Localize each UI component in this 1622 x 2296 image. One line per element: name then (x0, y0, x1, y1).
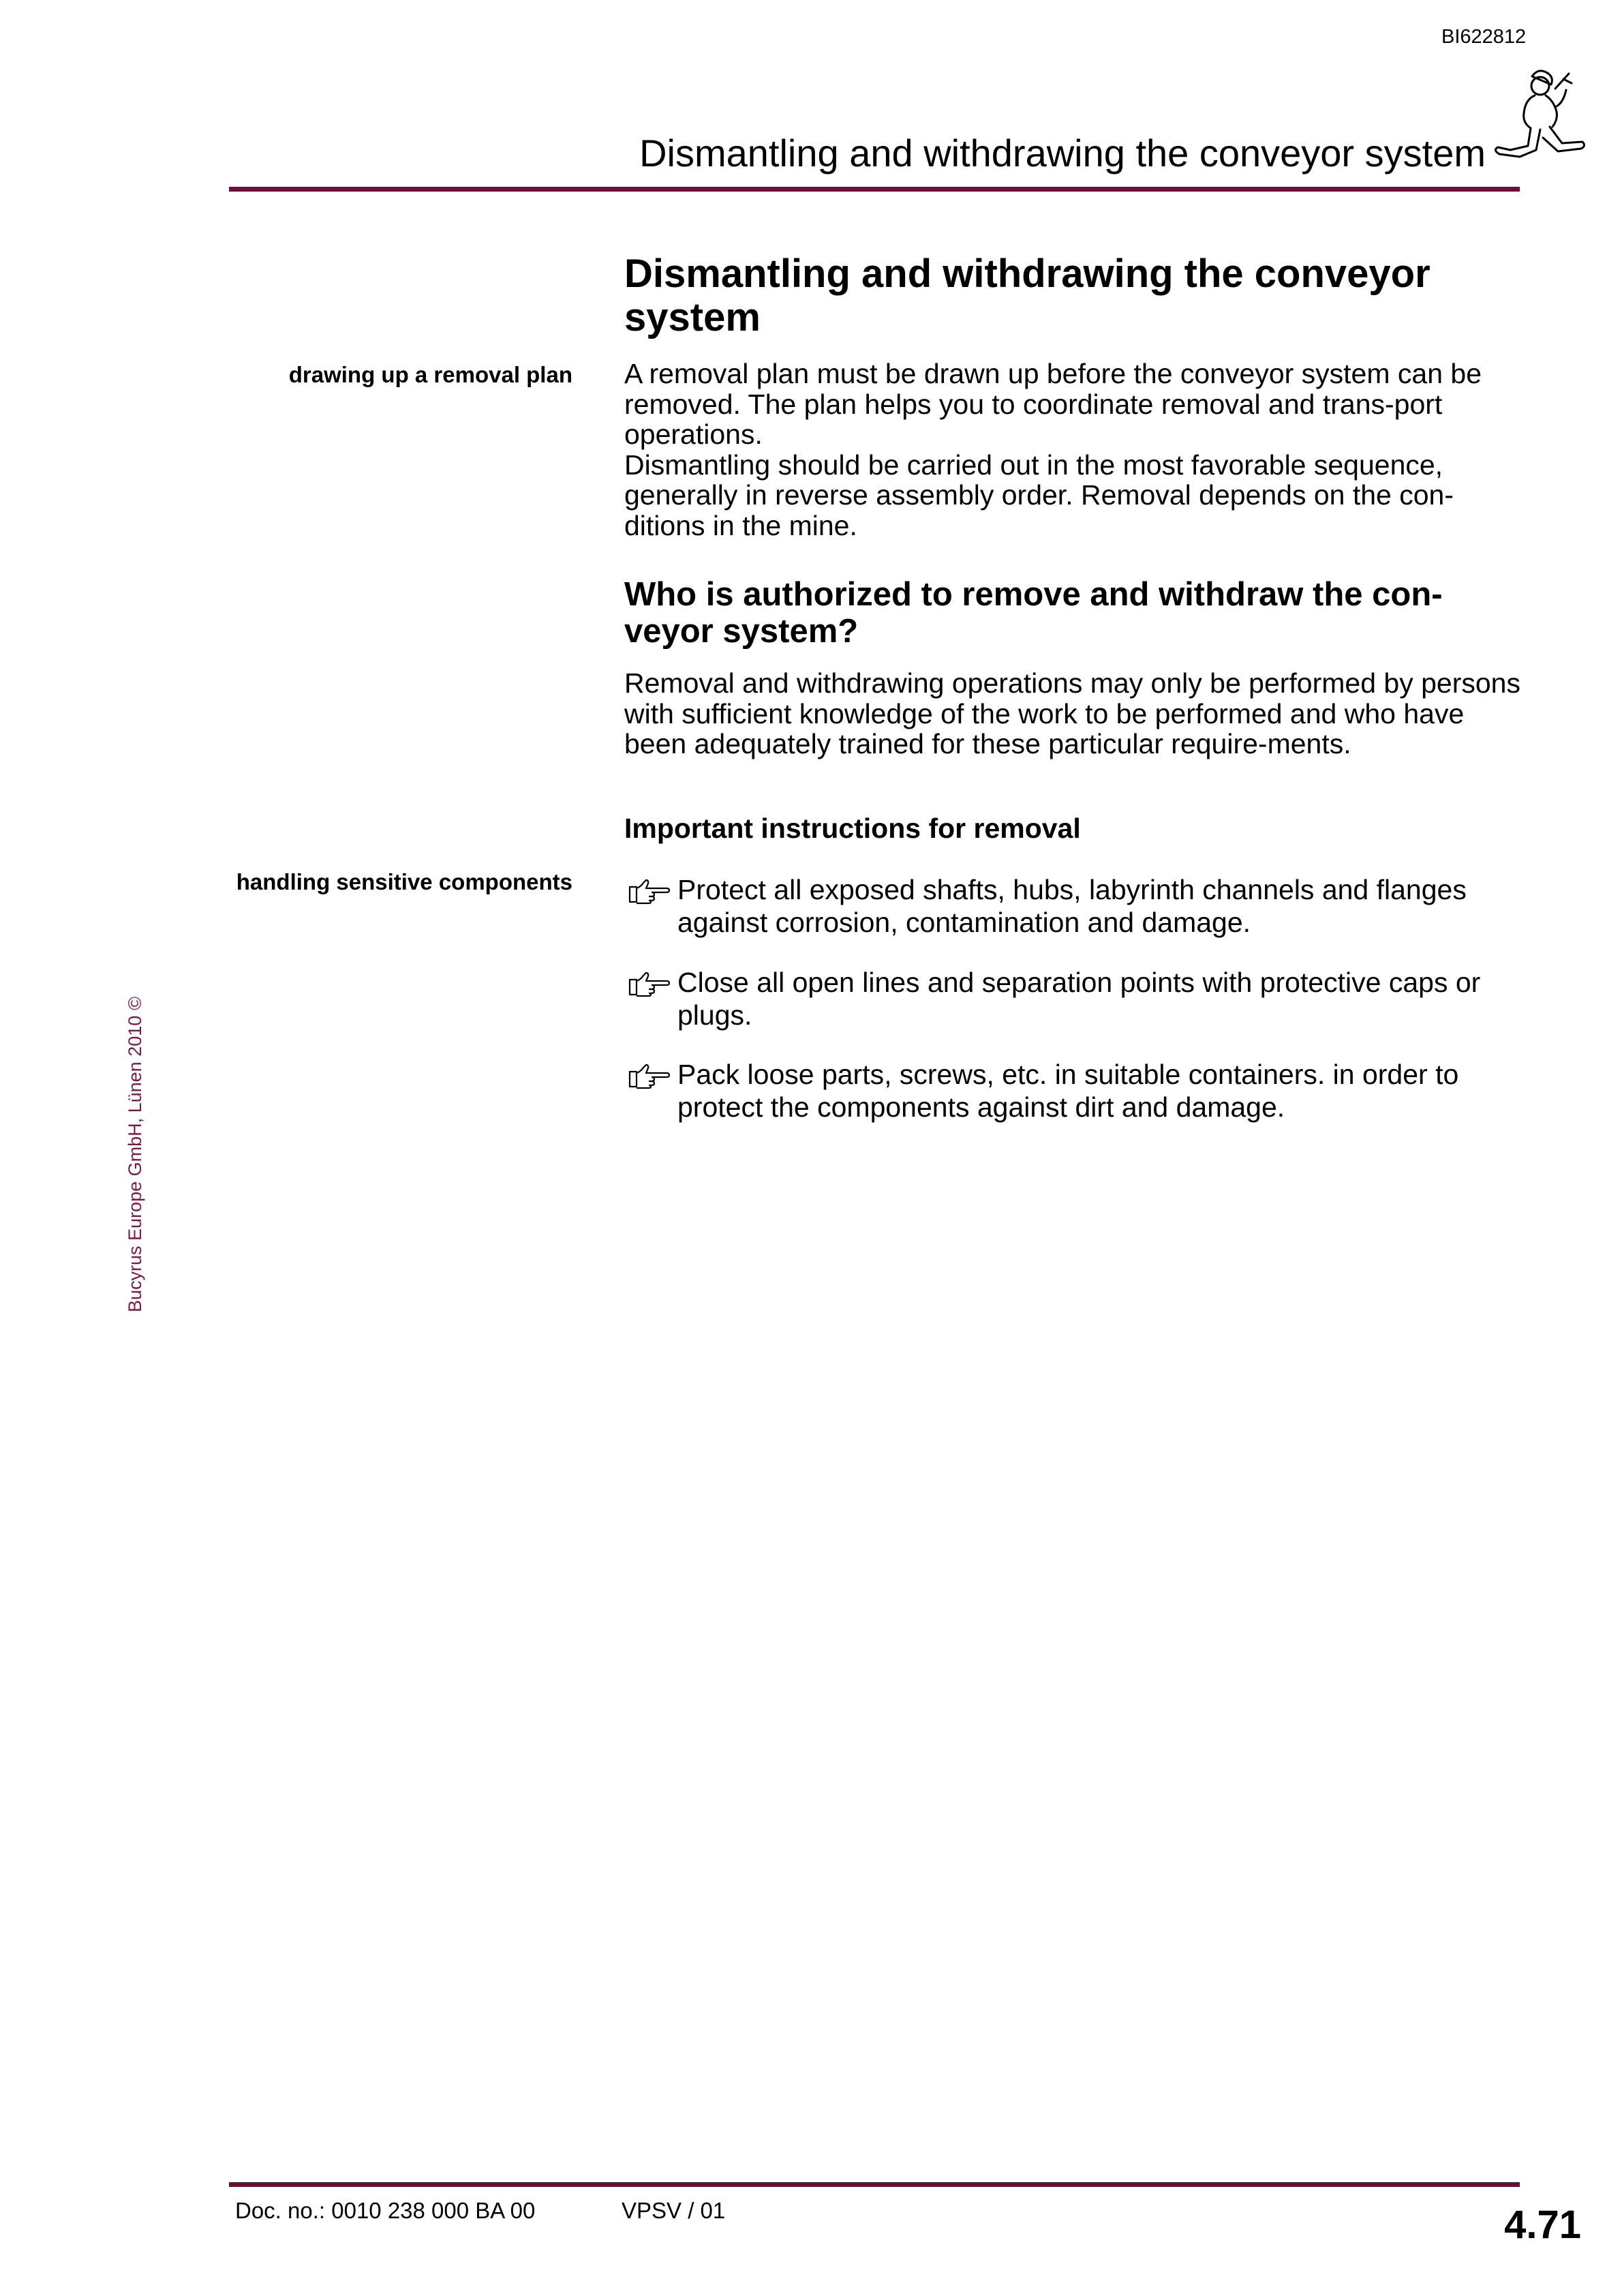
document-id: BI622812 (1441, 26, 1527, 48)
margin-note-removal-plan: drawing up a removal plan (288, 362, 572, 387)
removal-plan-text-2: Dismantling should be carried out in the most favorable sequence, generally in reverse assembly order. Removal depends on the con-ditions in the mine. (624, 449, 1454, 541)
instruction-text: Pack loose parts, screws, etc. in suitable containers. in order to protect the components against dirt and damage. (677, 1059, 1459, 1123)
pointing-hand-icon (628, 970, 672, 997)
instructions-heading: Important instructions for removal (624, 813, 1081, 844)
authorized-paragraph: Removal and withdrawing operations may only be performed by persons with sufficient knowledge of the work to be performed and who have been adequately trained for these particular require-ments. (624, 667, 1520, 759)
instruction-text: Close all open lines and separation points with protective caps or plugs. (677, 967, 1481, 1031)
copyright-icon: © (125, 996, 145, 1010)
removal-plan-paragraph (624, 359, 1524, 541)
removal-plan-text: A removal plan must be drawn up before the conveyor system can be removed. The plan helps you to coordinate removal and trans-port operations. (624, 358, 1482, 450)
copyright-text: Bucyrus Europe GmbH, Lünen 2010 (125, 1015, 145, 1312)
kneeling-miner-icon (1493, 61, 1588, 170)
instruction-item (628, 966, 1528, 1031)
footer-doc-number: Doc. no.: 0010 238 000 BA 00 (235, 2198, 536, 2223)
instruction-item (628, 873, 1528, 939)
margin-note-sensitive-components: handling sensitive components (236, 869, 572, 894)
header-title: Dismantling and withdrawing the conveyor system (639, 132, 1486, 175)
instruction-text: Protect all exposed shafts, hubs, labyrinth channels and flanges against corrosion, contamination and damage. (677, 874, 1467, 938)
instruction-item (628, 1058, 1528, 1123)
footer-rule (229, 2182, 1520, 2187)
copyright-notice (125, 997, 146, 1312)
authorized-heading: Who is authorized to remove and withdraw the con-veyor system? (624, 576, 1443, 650)
footer-version: VPSV / 01 (622, 2198, 726, 2223)
header-rule (229, 187, 1520, 192)
page-number: 4.71 (1504, 2203, 1581, 2247)
pointing-hand-icon (628, 1062, 672, 1089)
pointing-hand-icon (628, 877, 672, 905)
section-heading: Dismantling and withdrawing the conveyor system (624, 252, 1430, 339)
